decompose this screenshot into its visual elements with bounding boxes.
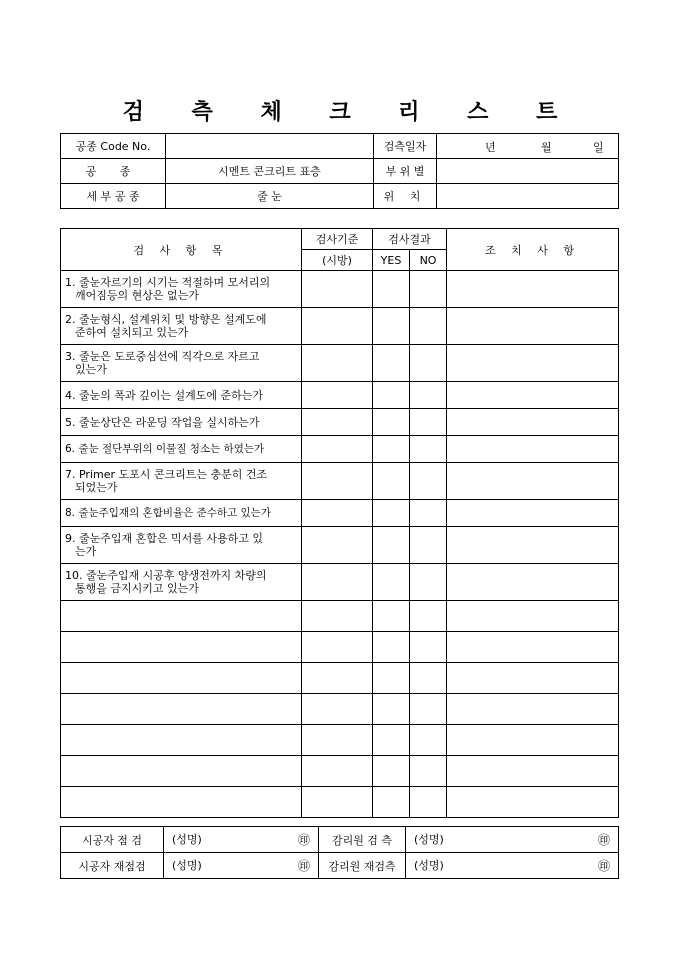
no-cell[interactable] <box>410 527 447 564</box>
process-code-label: 공종 Code No. <box>61 134 166 159</box>
supervisor-inspect-label: 감리원 검 측 <box>319 827 406 853</box>
col-header-action: 조 치 사 항 <box>447 229 619 271</box>
yes-cell[interactable] <box>373 564 410 601</box>
no-cell[interactable] <box>410 601 447 632</box>
seal-mark: ㊞ <box>297 833 310 847</box>
yes-cell[interactable] <box>373 694 410 725</box>
col-header-yes: YES <box>373 250 410 271</box>
checklist-table <box>60 228 619 818</box>
blank-item-cell[interactable] <box>61 725 302 756</box>
action-cell[interactable] <box>447 564 619 601</box>
yes-cell[interactable] <box>373 271 410 308</box>
date-year: 년 <box>485 141 496 154</box>
supervisor-reinspect-label: 감리원 재검측 <box>319 853 406 879</box>
yes-cell[interactable] <box>373 632 410 663</box>
yes-cell[interactable] <box>373 382 410 409</box>
table-row <box>61 500 619 527</box>
criteria-cell[interactable] <box>302 663 373 694</box>
blank-item-cell[interactable] <box>61 756 302 787</box>
criteria-cell[interactable] <box>302 308 373 345</box>
yes-cell[interactable] <box>373 527 410 564</box>
checklist-item-text: 2. 줄눈형식, 설계위치 및 방향은 설계도에 준하여 설치되고 있는가 <box>61 308 302 345</box>
detail-process-value[interactable]: 줄 눈 <box>166 184 374 209</box>
action-cell[interactable] <box>447 694 619 725</box>
table-row <box>61 564 619 601</box>
criteria-cell[interactable] <box>302 527 373 564</box>
criteria-cell[interactable] <box>302 694 373 725</box>
no-cell[interactable] <box>410 756 447 787</box>
no-cell[interactable] <box>410 308 447 345</box>
criteria-cell[interactable] <box>302 725 373 756</box>
checklist-item-text: 8. 줄눈주입재의 혼합비율은 준수하고 있는가 <box>61 500 302 527</box>
criteria-cell[interactable] <box>302 409 373 436</box>
action-cell[interactable] <box>447 725 619 756</box>
page-title: 검 측 체 크 리 스 트 <box>122 99 578 125</box>
yes-cell[interactable] <box>373 601 410 632</box>
blank-item-cell[interactable] <box>61 787 302 818</box>
location-label: 위 치 <box>374 184 437 209</box>
action-cell[interactable] <box>447 463 619 500</box>
criteria-cell[interactable] <box>302 345 373 382</box>
contractor-reinspect-sign[interactable] <box>164 853 319 879</box>
action-cell[interactable] <box>447 436 619 463</box>
contractor-inspect-sign[interactable] <box>164 827 319 853</box>
criteria-cell[interactable] <box>302 463 373 500</box>
header-info-table <box>60 133 619 209</box>
seal-mark: ㊞ <box>597 859 610 873</box>
table-row <box>61 345 619 382</box>
inspection-date-value[interactable] <box>437 134 619 159</box>
sign-name-label: (성명) <box>414 833 444 846</box>
table-row <box>61 436 619 463</box>
blank-row <box>61 756 619 787</box>
date-day: 일 <box>593 141 604 154</box>
date-month: 월 <box>541 141 552 154</box>
checklist-item-text: 10. 줄눈주입재 시공후 양생전까지 차량의 통행을 금지시키고 있는가 <box>61 564 302 601</box>
yes-cell[interactable] <box>373 756 410 787</box>
col-header-result: 검사결과 <box>373 229 447 250</box>
no-cell[interactable] <box>410 787 447 818</box>
action-cell[interactable] <box>447 308 619 345</box>
process-label: 공 종 <box>61 159 166 184</box>
blank-row <box>61 601 619 632</box>
table-row <box>61 409 619 436</box>
yes-cell[interactable] <box>373 409 410 436</box>
blank-row <box>61 725 619 756</box>
supervisor-inspect-sign[interactable] <box>406 827 619 853</box>
no-cell[interactable] <box>410 463 447 500</box>
no-cell[interactable] <box>410 663 447 694</box>
process-code-value[interactable] <box>166 134 374 159</box>
section-label: 부 위 별 <box>374 159 437 184</box>
no-cell[interactable] <box>410 725 447 756</box>
criteria-cell[interactable] <box>302 564 373 601</box>
blank-row <box>61 787 619 818</box>
blank-item-cell[interactable] <box>61 663 302 694</box>
col-header-criteria-sub: (시방) <box>302 250 373 271</box>
checklist-item-text: 5. 줄눈상단은 라운딩 작업을 실시하는가 <box>61 409 302 436</box>
criteria-cell[interactable] <box>302 382 373 409</box>
criteria-cell[interactable] <box>302 787 373 818</box>
sign-name-label: (성명) <box>172 859 202 872</box>
checklist-item-text: 6. 줄눈 절단부위의 이물질 청소는 하였는가 <box>61 436 302 463</box>
no-cell[interactable] <box>410 564 447 601</box>
sign-name-label: (성명) <box>414 859 444 872</box>
table-row <box>61 271 619 308</box>
table-row <box>61 308 619 345</box>
criteria-cell[interactable] <box>302 756 373 787</box>
blank-row <box>61 632 619 663</box>
inspection-date-label: 검측일자 <box>374 134 437 159</box>
action-cell[interactable] <box>447 409 619 436</box>
no-cell[interactable] <box>410 409 447 436</box>
action-cell[interactable] <box>447 787 619 818</box>
supervisor-reinspect-sign[interactable] <box>406 853 619 879</box>
yes-cell[interactable] <box>373 436 410 463</box>
blank-item-cell[interactable] <box>61 632 302 663</box>
seal-mark: ㊞ <box>597 833 610 847</box>
criteria-cell[interactable] <box>302 601 373 632</box>
action-cell[interactable] <box>447 632 619 663</box>
detail-process-label: 세 부 공 종 <box>61 184 166 209</box>
no-cell[interactable] <box>410 271 447 308</box>
criteria-cell[interactable] <box>302 436 373 463</box>
col-header-no: NO <box>410 250 447 271</box>
no-cell[interactable] <box>410 632 447 663</box>
no-cell[interactable] <box>410 382 447 409</box>
table-row <box>61 382 619 409</box>
no-cell[interactable] <box>410 345 447 382</box>
location-value[interactable] <box>437 184 619 209</box>
seal-mark: ㊞ <box>297 859 310 873</box>
yes-cell[interactable] <box>373 663 410 694</box>
yes-cell[interactable] <box>373 725 410 756</box>
contractor-inspect-label: 시공자 점 검 <box>61 827 164 853</box>
yes-cell[interactable] <box>373 500 410 527</box>
action-cell[interactable] <box>447 601 619 632</box>
checklist-item-text: 9. 줄눈주입재 혼합은 믹서를 사용하고 있 는가 <box>61 527 302 564</box>
signature-table <box>60 826 619 879</box>
criteria-cell[interactable] <box>302 271 373 308</box>
no-cell[interactable] <box>410 436 447 463</box>
blank-row <box>61 694 619 725</box>
yes-cell[interactable] <box>373 308 410 345</box>
checklist-item-text: 4. 줄눈의 폭과 깊이는 설계도에 준하는가 <box>61 382 302 409</box>
yes-cell[interactable] <box>373 787 410 818</box>
action-cell[interactable] <box>447 500 619 527</box>
blank-item-cell[interactable] <box>61 694 302 725</box>
action-cell[interactable] <box>447 271 619 308</box>
process-value[interactable]: 시멘트 콘크리트 표층 <box>166 159 374 184</box>
action-cell[interactable] <box>447 345 619 382</box>
table-row <box>61 527 619 564</box>
action-cell[interactable] <box>447 382 619 409</box>
section-value[interactable] <box>437 159 619 184</box>
sign-name-label: (성명) <box>172 833 202 846</box>
yes-cell[interactable] <box>373 345 410 382</box>
criteria-cell[interactable] <box>302 632 373 663</box>
checklist-item-text: 1. 줄눈자르기의 시기는 적절하며 모서리의 깨어짐등의 현상은 없는가 <box>61 271 302 308</box>
no-cell[interactable] <box>410 694 447 725</box>
no-cell[interactable] <box>410 500 447 527</box>
col-header-criteria: 검사기준 <box>302 229 373 250</box>
checklist-item-text: 7. Primer 도포시 콘크리트는 충분히 건조 되었는가 <box>61 463 302 500</box>
criteria-cell[interactable] <box>302 500 373 527</box>
table-row <box>61 463 619 500</box>
contractor-reinspect-label: 시공자 재점검 <box>61 853 164 879</box>
action-cell[interactable] <box>447 663 619 694</box>
yes-cell[interactable] <box>373 463 410 500</box>
blank-item-cell[interactable] <box>61 601 302 632</box>
col-header-items: 검 사 항 목 <box>61 229 302 271</box>
blank-row <box>61 663 619 694</box>
checklist-item-text: 3. 줄눈은 도로중심선에 직각으로 자르고 있는가 <box>61 345 302 382</box>
action-cell[interactable] <box>447 756 619 787</box>
action-cell[interactable] <box>447 527 619 564</box>
